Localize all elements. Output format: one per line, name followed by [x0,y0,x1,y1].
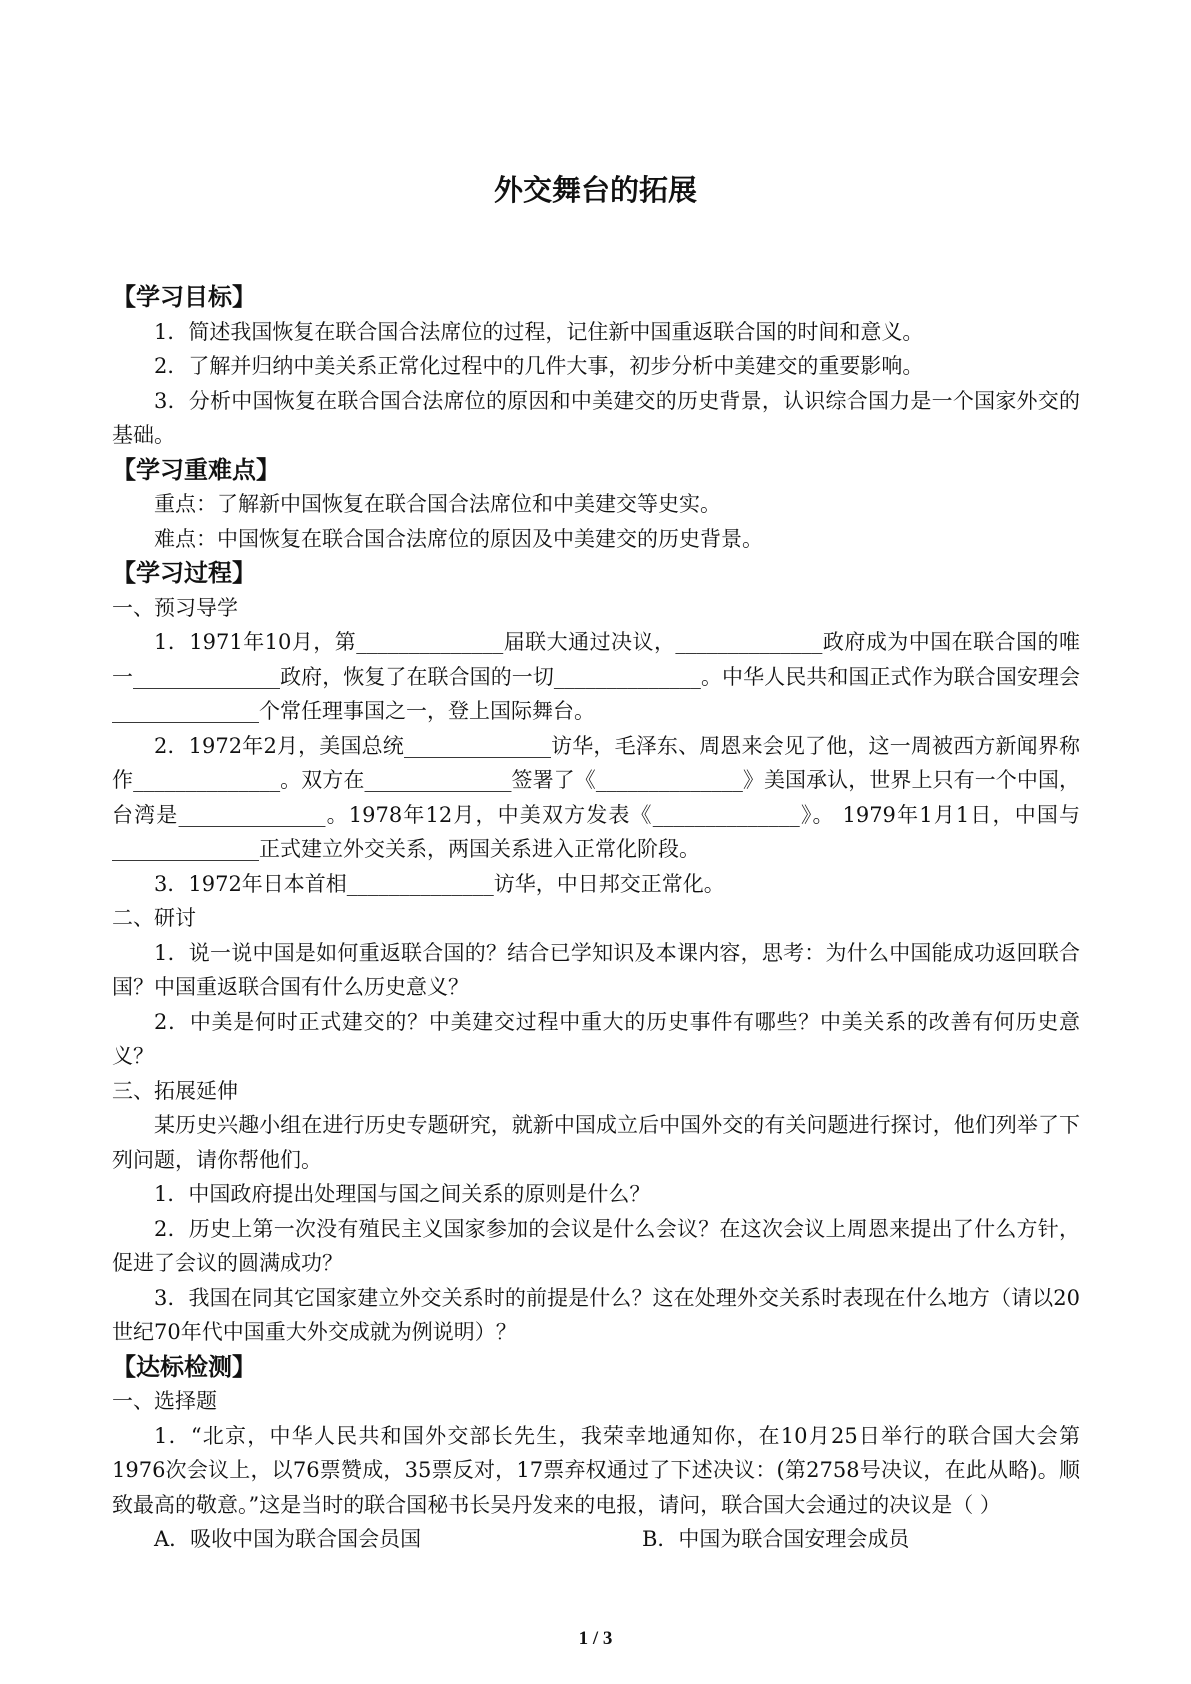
page-number: 1 / 3 [578,1628,613,1649]
option-b: B．中国为联合国安理会成员 [642,1527,910,1551]
test-heading: 【达标检测】 [112,1352,256,1381]
extend-question: 3．我国在同其它国家建立外交关系时的前提是什么？这在处理外交关系时表现在什么地方（请以20世纪70年代中国重大外交成就为例说明）？ [112,1285,1080,1344]
key-point: 重点：了解新中国恢复在联合国合法席位和中美建交等史实。 [154,492,721,516]
discuss-question: 2．中美是何时正式建交的？中美建交过程中重大的历史事件有哪些？中美关系的改善有何历史意义？ [112,1009,1080,1068]
page-title: 外交舞台的拓展 [493,173,697,207]
goal-item: 1．简述我国恢复在联合国合法席位的过程，记住新中国重返联合国的时间和意义。 [154,319,924,344]
preview-heading: 一、预习导学 [112,595,238,620]
question-1-options [112,1522,1080,1557]
extend-question: 2．历史上第一次没有殖民主义国家参加的会议是什么会议？在这次会议上周恩来提出了什么方针，促进了会议的圆满成功？ [112,1216,1080,1275]
process-heading: 【学习过程】 [112,559,256,587]
extend-heading: 三、拓展延伸 [112,1078,238,1103]
option-a: A．吸收中国为联合国会员国 [154,1527,422,1551]
preview-question: 3．1972年日本首相______________访华，中日邦交正常化。 [154,871,725,896]
document-body [112,280,1080,1557]
choice-heading: 一、选择题 [112,1389,217,1413]
extend-question: 1．中国政府提出处理国与国之间关系的原则是什么？ [154,1182,651,1206]
key-point: 难点：中国恢复在联合国合法席位的原因及中美建交的历史背景。 [154,526,763,551]
question-1: 1．“北京，中华人民共和国外交部长先生，我荣幸地通知你，在10月25日举行的联合国大会第1976次会议上，以76票赞成，35票反对，17票弃权通过了下述决议：(第2758号决议，在此从略)。顺致最高的敬意。”这是当时的联合国秘书长吴丹发来的电报，请问，联合国大会通过的决议是（ ） [112,1423,1080,1517]
preview-question: 2．1972年2月，美国总统______________访华，毛泽东、周恩来会见了他，这一周被西方新闻界称作______________。双方在______________签署了《______________》美国承认，世界上只有一个中国，台湾是______________。1978年12月，中美双方发表《______________》。 1979年1月1日，中国与______________正式建立外交关系，两国关系进入正常化阶段。 [112,733,1080,861]
goal-item: 2．了解并归纳中美关系正常化过程中的几件大事，初步分析中美建交的重要影响。 [154,354,924,378]
goal-item: 3．分析中国恢复在联合国合法席位的原因和中美建交的历史背景，认识综合国力是一个国家外交的基础。 [112,388,1080,447]
extend-intro: 某历史兴趣小组在进行历史专题研究，就新中国成立后中国外交的有关问题进行探讨，他们列举了下列问题，请你帮他们。 [112,1113,1080,1172]
discuss-question: 1．说一说中国是如何重返联合国的？结合已学知识及本课内容，思考：为什么中国能成功返回联合国？中国重返联合国有什么历史意义？ [112,940,1080,999]
discuss-heading: 二、研讨 [112,906,196,930]
goals-heading: 【学习目标】 [112,283,256,311]
key-points-heading: 【学习重难点】 [112,455,280,484]
preview-question: 1．1971年10月，第______________届联大通过决议，______________政府成为中国在联合国的唯一______________政府，恢复了在联合国的一切______________。中华人民共和国正式作为联合国安理会______________个常任理事国之一，登上国际舞台。 [112,630,1080,723]
